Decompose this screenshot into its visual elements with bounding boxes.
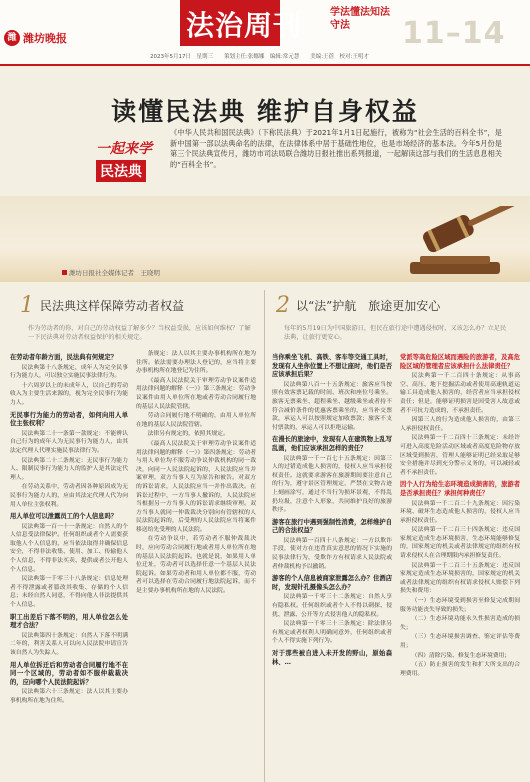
article-column-2 [136,350,256,782]
byline-marker [62,270,67,275]
question-heading: 游客在旅行中遇到强制性消费，怎样维护自己的合法权益？ [272,518,392,535]
gavel-icon [380,206,530,282]
question-heading: 因个人行为给生态环境造成损害的，旅游者是否承担责任？承担何种责任？ [400,481,520,497]
paragraph: （二）生态环境功能永久性损害造成的损失； [400,616,520,631]
byline-text: 潍坊日报社全媒体记者 王晓明 [69,269,160,277]
article-column-3 [272,350,392,782]
masthead-rule [0,64,530,66]
page-title: 法治周刊 [186,9,303,42]
section-2-header [276,290,440,320]
section-1-number: 1 [20,292,34,318]
paragraph: 民法典第一千二百四十条规定：从事高空、高压、地下挖掘活动或者使用高速轨道运输工具造成他人损害的，经营者应当承担侵权责任；但是，能够证明损害是因受害人故意或者不可抗力造成的，不承担责任。 [400,373,520,414]
paragraph: 《最高人民法院关于审理劳动争议案件适用法律问题的解释（一）》第四条规定：劳动者与用人单位均不服劳动争议仲裁机构的同一裁决，向同一人民法院起诉的，人民法院应当并案审理，双方当事人互为原告和被告。对双方的诉讼请求，人民法院应当一并作出裁决。在诉讼过程中，一方当事人撤诉的，人民法院应当根据另一方当事人的诉讼请求继续审理。双方当事人就同一仲裁裁决分别向有管辖权的人民法院起诉的，后受理的人民法院应当将案件移送给先受理的人民法院。 [136,440,256,533]
intro-paragraph: 《中华人民共和国民法典》（下称民法典）于2021年1月1日起施行，被称为“社会生活的百科全书”，是新中国第一部以法典命名的法律，在法律体系中居于基础性地位，也是市场经济的基本法。今年5月份是第三个民法典宣传月，潍坊市司法局联合潍坊日报社推出系列报道，一起解读这部与我们的生活息息相关的“百科全书”。 [170,128,502,169]
paragraph: 民法典第四十条规定：自然人下落不明满二年的，利害关系人可以向人民法院申请宣告该自然人为失踪人。 [10,632,128,656]
question-heading: 对于那些被自进入未开发的野山，原始森林、… [272,650,392,666]
masthead [0,0,530,66]
paragraph: （五）防止损害的发生和扩大所支出的合理费用。 [400,662,520,677]
paragraph: （一）生态环境受到损害至修复完成期间服务功能丧失导致的损失； [400,598,520,613]
paragraph: 十六周岁以上的未成年人，以自己的劳动收入为主要生活来源的，视为完全民事行为能力人。 [10,382,128,406]
paragraph: （四）清除污染、修复生态环境费用； [411,652,511,659]
paragraph: 民法典第一百四十八条规定：一方以欺诈手段，使对方在违背真实意思的情况下实施的民事法律行为，受欺诈方有权请求人民法院或者仲裁机构予以撤销。 [272,537,392,570]
logo-icon: 潍 [4,30,20,46]
paragraph: 民法典第六十三条规定：法人以其主要办事机构所在地为住所。 [10,689,128,704]
page-range: 11–14 [402,16,506,51]
question-heading: 职工出差后下落不明的，用人单位怎么处理才合法？ [10,613,128,630]
section-2-number: 2 [276,292,290,318]
column-divider [264,290,265,782]
paragraph: 因第三人的行为造成他人损害的，由第三人承担侵权责任。 [400,417,520,432]
paragraph: （三）生态环境损害调查、鉴定评估等费用； [400,634,520,649]
paragraph: 民法典第一百一十一条规定：自然人的个人信息受法律保护。任何组织或者个人需要获取他人个人信息的，应当依法取得并确保信息安全，不得非法收集、使用、加工、传输他人个人信息，不得非法买卖、提供或者公开他人个人信息。 [10,523,128,573]
paragraph: 民法典第八百一十五条规定：旅客应当按照有效客票记载的时间、班次和座位号乘坐。旅客无票乘坐、超程乘坐、越级乘坐或者持不符合减价条件的优惠客票乘坐的，应当补交票款，承运人可以按照规定加收票款；旅客不支付票款的，承运人可以拒绝运输。 [272,381,392,431]
article-column-4 [400,350,520,782]
paragraph: 民法典第一千二百二十九条规定：因污染环境、破坏生态造成他人损害的，侵权人应当承担侵权责任。 [400,500,520,524]
question-heading: 在漫长的旅途中，发现有人在建筑物上乱写乱画，他们应该承担怎样的责任？ [272,436,392,452]
byline [62,268,160,277]
edition-meta: 2023年5月17日 星期三 策划主任:张娜娜 编辑:常元慧 美编:王蓓 校对:王明才 [150,54,369,60]
article-column-1 [10,350,128,782]
question-heading: 党派等高危险区域而遇险的旅游者，及高危险区域的管理者应该承担什么法律责任？ [400,354,520,370]
question-heading: 用人单位拆迁后和劳动者合同履行地不在同一个区域的，劳动者如不服仲裁裁决的，应向哪个人民法院起诉？ [10,661,128,686]
logo-text: 潍坊晚报 [23,32,67,45]
newspaper-logo[interactable] [4,30,67,46]
paragraph: 民法典第二十一条第一款规定：不能辨认自己行为的成年人为无民事行为能力人，由其法定代理人代理实施民事法律行为。 [10,430,128,454]
paragraph: 《最高人民法院关于审理劳动争议案件适用法律问题的解释（一）》第三条规定：劳动争议案件由用人单位所在地或者劳动合同履行地的基层人民法院管辖。 [136,377,256,410]
paragraph: 民法典第一千零三十三条规定：除法律另有规定或者权利人明确同意外，任何组织或者个人不得实施下列行为。 [272,621,392,645]
paragraph: 在劳动关系中，劳动者因各种原因成为无民事行为能力人的，应由其法定代理人代为向用人单位主张权利。 [10,484,128,508]
brand-bottom-text: 民法典 [96,160,146,182]
brand-top-text: 一起来学 [96,141,152,157]
paragraph: 民法典第二十二条规定：无民事行为能力人、限制民事行为能力人的监护人是其法定代理人。 [10,457,128,481]
paragraph: 民法典第一千零三十二条规定：自然人享有隐私权。任何组织或者个人不得以刺探、侵扰、泄露、公开等方式侵害他人的隐私权。 [272,594,392,618]
paragraph: 在劳动争议中，若劳动者不服仲裁裁决时，应向劳动合同履行地或者用人单位所在地的基层人民法院起诉。也就是说，如果用人单位迁址，劳动者可以选择任意一个基层人民法院起诉。如果劳动者和用人单位都不服，劳动者可以选择在劳动合同履行地法院起诉，而不是主要办事机构所在地的人民法院。 [136,536,256,595]
question-heading: 游客的个人信息被商家泄露怎么办？住酒店时，发现针孔摄像头怎么办？ [272,575,392,591]
paragraph: 劳动合同履行地不明确的，由用人单位所在地的基层人民法院管辖。 [136,413,256,428]
question-heading: 用人单位可以泄露员工的个人信息吗？ [10,513,118,521]
paragraph: 民法典第一千一百七十五条规定：因第三人的过错造成他人损害的，侵权人应当承担侵权责任。这就要求游客在旅游期间要注意自己的行为，遵守景区管理规定，严禁在文物古迹上刻画涂写，通过不当行为损坏景观，不得乱扔垃圾，注意个人形象，共同维护良好的旅游秩序。 [272,455,392,514]
question-heading: 当你乘坐飞机、高铁、客车等交通工具时，发现有人坐你位置上不想让座时，他们是否应该承担后果？ [272,354,392,379]
paragraph: 民法典第一千零三十八条规定：信息处理者不得泄露或者篡改其收集、存储的个人信息；未经自然人同意，不得向他人非法提供其个人信息。 [10,576,128,609]
paragraph: 民法典第一千二百四十三条规定：未经许可进入高度危险活动区域或者高度危险物存放区域受到损害，管理人能够证明已经采取足够安全措施并尽到充分警示义务的，可以减轻或者不承担责任。 [400,435,520,476]
paragraph: 民法典第十八条规定，成年人为完全民事行为能力人，可以独立实施民事法律行为。 [10,364,128,380]
question-heading: 在劳动者年龄方面，民法典有何规定？ [10,354,118,361]
question-heading: 无民事行为能力的劳动者，如何向用人单位主张权利？ [10,411,128,428]
section-2-title: 以“法”护航 旅途更加安心 [296,298,441,313]
paragraph: 法律另有规定的，依照其规定。 [147,431,229,438]
paragraph: 民法典第一千二百三十四条规定：违反国家规定造成生态环境损害，生态环境能够修复的，国家规定的机关或者法律规定的组织有权请求侵权人在合理期限内承担修复责任。 [400,527,520,560]
paragraph: 民法典第一千二百三十五条规定：违反国家规定造成生态环境损害的，国家规定的机关或者法律规定的组织有权请求侵权人赔偿下列损失和费用： [400,562,520,595]
section-1-subtitle: 作为劳动者的你，对自己的劳动权益了解多少？当权益受损，应该如何维权？了解一下民法典对劳动者权益保护的相关规定。 [28,325,251,341]
section-1-title: 民法典这样保障劳动者权益 [40,298,185,313]
main-headline: 读懂民法典 维护自身权益 [111,97,419,126]
column-brand [96,138,162,186]
motto: 学法懂法知法守法 [330,7,390,31]
section-1-header [20,290,184,320]
paragraph: 条规定：法人以其主要办事机构所在地为住所。依法需要办理法人登记的，应当将主要办事机构所在地登记为住所。 [136,351,256,375]
section-2-subtitle: 每年的5月19日为中国旅游日，但民在旅行途中遭遇侵权时，又该怎么办？立足民法典，让旅行更安心。 [284,325,507,341]
